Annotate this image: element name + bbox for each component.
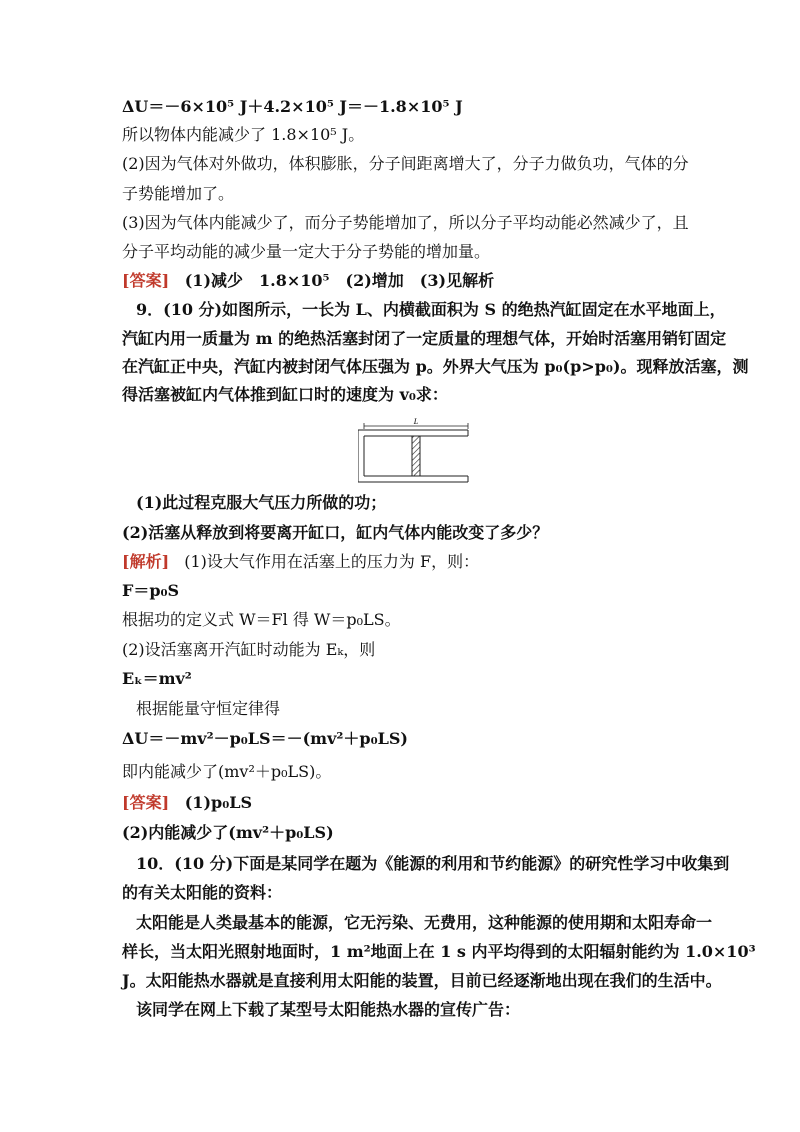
text-line-2: 所以物体内能减少了 1.8×10⁵ J。 [122,125,365,144]
question-10-line-6: 该同学在网上下载了某型号太阳能热水器的宣传广告： [136,1000,521,1019]
answer-line-1 [122,270,494,292]
formula-kinetic-energy: Eₖ＝mv² [122,669,192,688]
text-kinetic-energy: (2)设活塞离开汽缸时动能为 Eₖ，则 [122,640,376,659]
analysis-tag: [解析] [122,552,170,571]
text-energy-conservation: 根据能量守恒定律得 [136,699,281,718]
formula-force: F＝p₀S [122,581,180,600]
text-line-6: 分子平均动能的减少量一定大于分子势能的增加量。 [122,242,491,261]
answer-9-text: (1)p₀LS [184,793,253,812]
question-9-line-3: 在汽缸正中央，汽缸内被封闭气体压强为 p。外界大气压为 p₀(p>p₀)。现释放活塞，测 [122,357,749,376]
question-10-line-2: 的有关太阳能的资料： [122,883,283,902]
analysis-text: (1)设大气作用在活塞上的压力为 F，则： [184,552,480,571]
answer-9-line-1 [122,792,252,814]
piston [412,436,420,476]
answer-tag: [答案] [122,271,170,290]
question-10-line-3: 太阳能是人类最基本的能源，它无污染、无费用，这种能源的使用期和太阳寿命一 [136,913,713,932]
question-10-line-1: 10．(10 分)下面是某同学在题为《能源的利用和节约能源》的研究性学习中收集到 [136,854,730,873]
text-line-1: ΔU＝－6×10⁵ J＋4.2×10⁵ J＝－1.8×10⁵ J [122,97,463,116]
answer-9-tag: [答案] [122,793,170,812]
formula-delta-u: ΔU＝－mv²－p₀LS＝－(mv²＋p₀LS) [122,729,408,748]
question-9-part-1: (1)此过程克服大气压力所做的功； [136,493,387,512]
question-9-line-1: 9．(10 分)如图所示，一长为 L、内横截面积为 S 的绝热汽缸固定在水平地面上， [136,300,726,319]
text-line-4: 子势能增加了。 [122,184,235,203]
answer-text: (1)减少 1.8×10⁵ (2)增加 (3)见解析 [184,271,495,290]
question-10-line-5: J。太阳能热水器就是直接利用太阳能的装置，目前已经逐渐地出现在我们的生活中。 [122,971,722,990]
analysis-line-1 [122,551,479,573]
question-9-part-2: (2)活塞从释放到将要离开缸口，缸内气体内能改变了多少？ [122,523,549,542]
text-internal-energy: 即内能减少了(mv²＋p₀LS)。 [122,762,332,781]
question-10-line-4: 样长，当太阳光照射地面时，1 m²地面上在 1 s 内平均得到的太阳辐射能约为 1.0×10³ [122,942,756,961]
text-work-definition: 根据功的定义式 W＝Fl 得 W＝p₀LS。 [122,610,401,629]
question-9-line-4: 得活塞被缸内气体推到缸口时的速度为 v₀求： [122,385,448,404]
text-line-5: (3)因为气体内能减少了，而分子势能增加了，所以分子平均动能必然减少了，且 [122,213,689,232]
text-line-3: (2)因为气体对外做功，体积膨胀，分子间距离增大了，分子力做负功，气体的分 [122,154,689,173]
answer-9-line-2: (2)内能减少了(mv²＋p₀LS) [122,823,334,842]
dimension-label-L: L [413,418,419,426]
cylinder-piston-figure [358,418,470,484]
question-9-line-2: 汽缸内用一质量为 m 的绝热活塞封闭了一定质量的理想气体，开始时活塞用销钉固定 [122,329,727,348]
